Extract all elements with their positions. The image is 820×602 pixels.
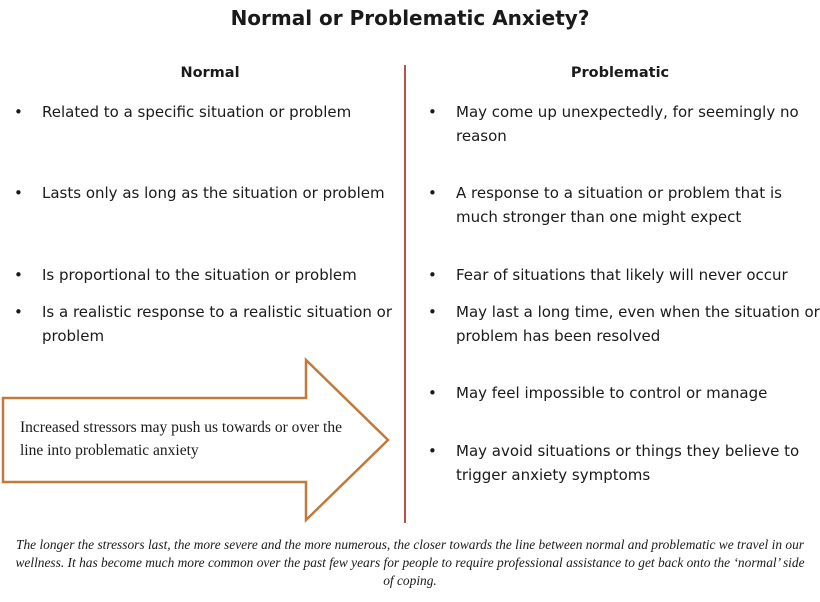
problematic-list-item [428, 181, 820, 229]
problematic-item-text: May last a long time, even when the situation or problem has been resolved [456, 303, 820, 345]
problematic-item-text: Fear of situations that likely will never occur [456, 266, 788, 284]
bullet-icon: • [428, 303, 437, 321]
page-title: Normal or Problematic Anxiety? [230, 6, 590, 30]
bullet-icon: • [14, 266, 23, 284]
arrow-callout-text: Increased stressors may push us towards or over the line into problematic anxiety [20, 419, 342, 459]
bullet-icon: • [428, 266, 437, 284]
problematic-item-text: May feel impossible to control or manage [456, 384, 768, 402]
normal-problematic-divider-line [404, 65, 406, 523]
problematic-list-item [428, 100, 820, 148]
normal-item-text: Lasts only as long as the situation or problem [42, 184, 385, 202]
problematic-list-item [428, 439, 820, 487]
problematic-list-item [428, 300, 820, 348]
bullet-icon: • [428, 184, 437, 202]
normal-list-item [14, 263, 406, 287]
normal-list-item [14, 100, 406, 124]
problematic-item-text: May come up unexpectedly, for seemingly no reason [456, 103, 799, 145]
normal-item-text: Is a realistic response to a realistic situation or problem [42, 303, 393, 345]
footer-note: The longer the stressors last, the more severe and the more numerous, the closer towards the line between normal and problematic we travel in our wellness. It has become much more common over the past few years for people to require professional assistance to get back onto the ‘normal’ side of coping. [15, 537, 805, 588]
bullet-icon: • [428, 442, 437, 460]
problematic-list-item [428, 381, 820, 405]
bullet-icon: • [14, 303, 23, 321]
normal-column-heading: Normal [180, 65, 240, 81]
problematic-item-text: A response to a situation or problem that is much stronger than one might expect [456, 184, 782, 226]
normal-list-item [14, 300, 406, 348]
bullet-icon: • [14, 184, 23, 202]
normal-list-item [14, 181, 406, 205]
problematic-item-text: May avoid situations or things they believe to trigger anxiety symptoms [456, 442, 800, 484]
normal-item-text: Related to a specific situation or problem [42, 103, 352, 121]
problematic-column-heading: Problematic [570, 65, 670, 81]
bullet-icon: • [428, 103, 437, 121]
normal-item-text: Is proportional to the situation or problem [42, 266, 357, 284]
bullet-icon: • [428, 384, 437, 402]
problematic-list-item [428, 263, 820, 287]
bullet-icon: • [14, 103, 23, 121]
